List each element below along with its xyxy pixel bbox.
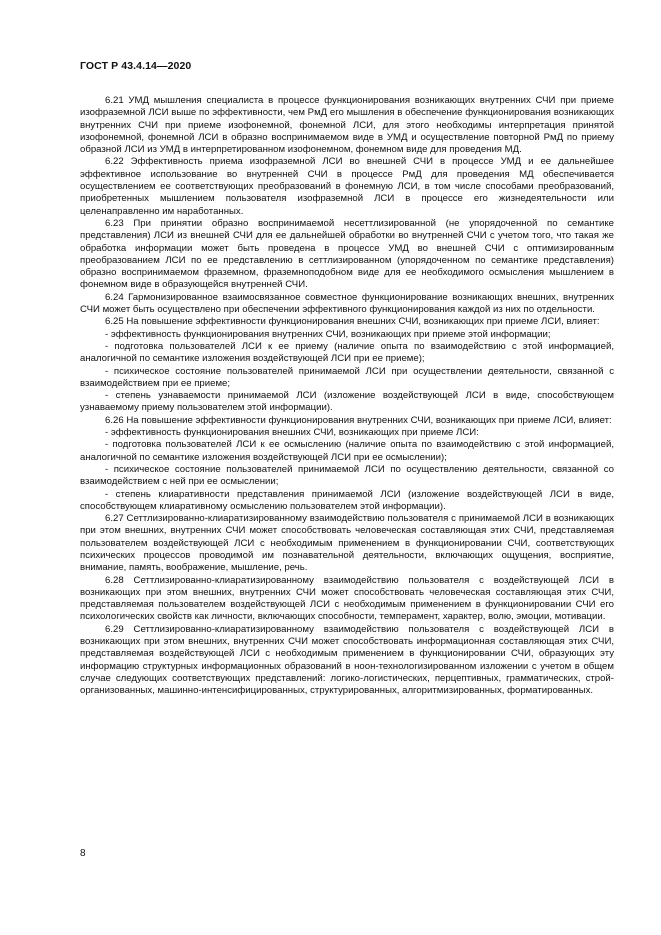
list-item: - степень узнаваемости принимаемой ЛСИ (изложение воздействующей ЛСИ в виде, способствующем узнаваемому приему пользователем этой информации). bbox=[80, 390, 614, 414]
list-item: - эффективность функционирования внутренних СЧИ, возникающих при приеме этой информации; bbox=[105, 328, 551, 340]
paragraph-6-24: 6.24 Гармонизированное взаимосвязанное совместное функционирование возникающих внешних, внутренних СЧИ может быть осуществлено при обеспечении эффективного функционирования каждой из них по отдельности. bbox=[80, 291, 614, 316]
paragraph-6-25: 6.25 На повышение эффективности функционирования внешних СЧИ, возникающих при приеме ЛСИ, влияет: bbox=[105, 316, 600, 328]
list-item: - эффективность функционирования внешних СЧИ, возникающих при приеме ЛСИ: bbox=[105, 427, 479, 439]
document-code: ГОСТ Р 43.4.14—2020 bbox=[80, 60, 192, 72]
paragraph-6-22: 6.22 Эффективность приема изофраземной ЛСИ во внешней СЧИ в процессе УМД и ее дальнейшее эффективное использование во внутренней СЧИ в процессе РмД для проведения МД обеспечивается осуществлением ее соответствующих преобразований в фонемную ЛСИ, в том числе способами преобразований, приобретенных мышлением пользователя изофраземной ЛСИ в процессе его жизнедеятельности или целенаправленно им наработанных. bbox=[80, 156, 614, 217]
list-item: - степень клиаративности представления принимаемой ЛСИ (изложение воздействующей ЛСИ в виде, способствующем клиаративному осмыслению пользователем этой информации). bbox=[80, 488, 614, 512]
list-item: - подготовка пользователей ЛСИ к ее приему (наличие опыта по взаимодействию с этой информацией, аналогичной по семантике изложения воздействующей ЛСИ при ее приеме); bbox=[80, 340, 614, 365]
page-number: 8 bbox=[80, 848, 86, 859]
paragraph-6-26: 6.26 На повышение эффективности функционирования внутренних СЧИ, возникающих при приеме ЛСИ, влияет: bbox=[105, 414, 612, 426]
list-item: - подготовка пользователей ЛСИ к ее осмыслению (наличие опыта по взаимодействию с этой информацией, аналогичной по семантике изложения воздействующей ЛСИ при ее осмыслении); bbox=[80, 439, 614, 463]
document-body bbox=[80, 95, 614, 698]
paragraph-6-23: 6.23 При принятии образно воспринимаемой несеттлизированной (не упорядоченной по семантике представления) ЛСИ из внешней СЧИ для ее дальнейшей обработки во внутренней СЧИ с учетом того, что такая же обработка информации может быть проведена в процессе УМД во внешней СЧИ с оптимизированным преобразованием ЛСИ по ее представлению в сеттлизированном (упорядоченном по семантике представления) образно воспринимаемом фраземном, фраземноподобном виде для ее необходимого осмысления мышлением в фонемном виде в образующейся внутренней СЧИ. bbox=[80, 217, 614, 291]
paragraph-6-27: 6.27 Сеттлизированно-клиаратизированному взаимодействию пользователя с принимаемой ЛСИ в возникающих при этом внешних, внутренних СЧИ может способствовать человеческая составляющая этих СЧИ, представляемая пользователем воздействующей ЛСИ с необходимым применением в функционировании СЧИ, соответствующих психических процессов проводимой им познавательной деятельности, включающих ощущения, восприятие, внимание, память, воображение, мышление, речь. bbox=[80, 513, 614, 574]
paragraph-6-29: 6.29 Сеттлизированно-клиаратизированному взаимодействию пользователя с воздействующей ЛСИ в возникающих при этом внешних, внутренних СЧИ может способствовать информационная составляющая этих СЧИ, представляемая воздействующей ЛСИ с необходимым применением в функционировании СЧИ, образующих эту информацию структурных информационных образований в ноон-технологизированном изложении с учетом в общем случае следующих соответствующих представлений: логико-логистических, перцептивных, грамматических, строй-организованных, машинно-интенсифицированных, структурированных, алгоритмизированных, форматированных. bbox=[80, 623, 614, 697]
list-item: - психическое состояние пользователей принимаемой ЛСИ по осуществлению деятельности, связанной со взаимодействием с ней при ее осмыслении; bbox=[80, 463, 614, 488]
paragraph-6-21: 6.21 УМД мышления специалиста в процессе функционирования возникающих внутренних СЧИ при приеме изофраземной ЛСИ выше по эффективности, чем РмД его мышления в обеспечение функционирования возникающих внутренних СЧИ при приеме изофонемной, фонемной ЛСИ, для этого необходимы интерпретация принятой изофонемной, фонемной ЛСИ в образно воспринимаемом виде в УМД и осуществление повторной РмД по приему образной ЛСИ из УМД в интерпретированном изофонемном, фонемном виде для проведения МД. bbox=[80, 95, 614, 156]
list-item: - психическое состояние пользователей принимаемой ЛСИ при осуществлении деятельности, связанной с взаимодействием при ее приеме; bbox=[80, 365, 614, 389]
paragraph-6-28: 6.28 Сеттлизированно-клиаратизированному взаимодействию пользователя с воздействующей ЛСИ в возникающих при этом внешних, внутренних СЧИ может способствовать человеческая составляющая этих СЧИ, представляемая пользователем воздействующей ЛСИ с необходимым применением в функционировании СЧИ его психологических свойств как личности, включающих способности, темперамент, характер, волю, эмоции, мотивации. bbox=[80, 574, 614, 623]
